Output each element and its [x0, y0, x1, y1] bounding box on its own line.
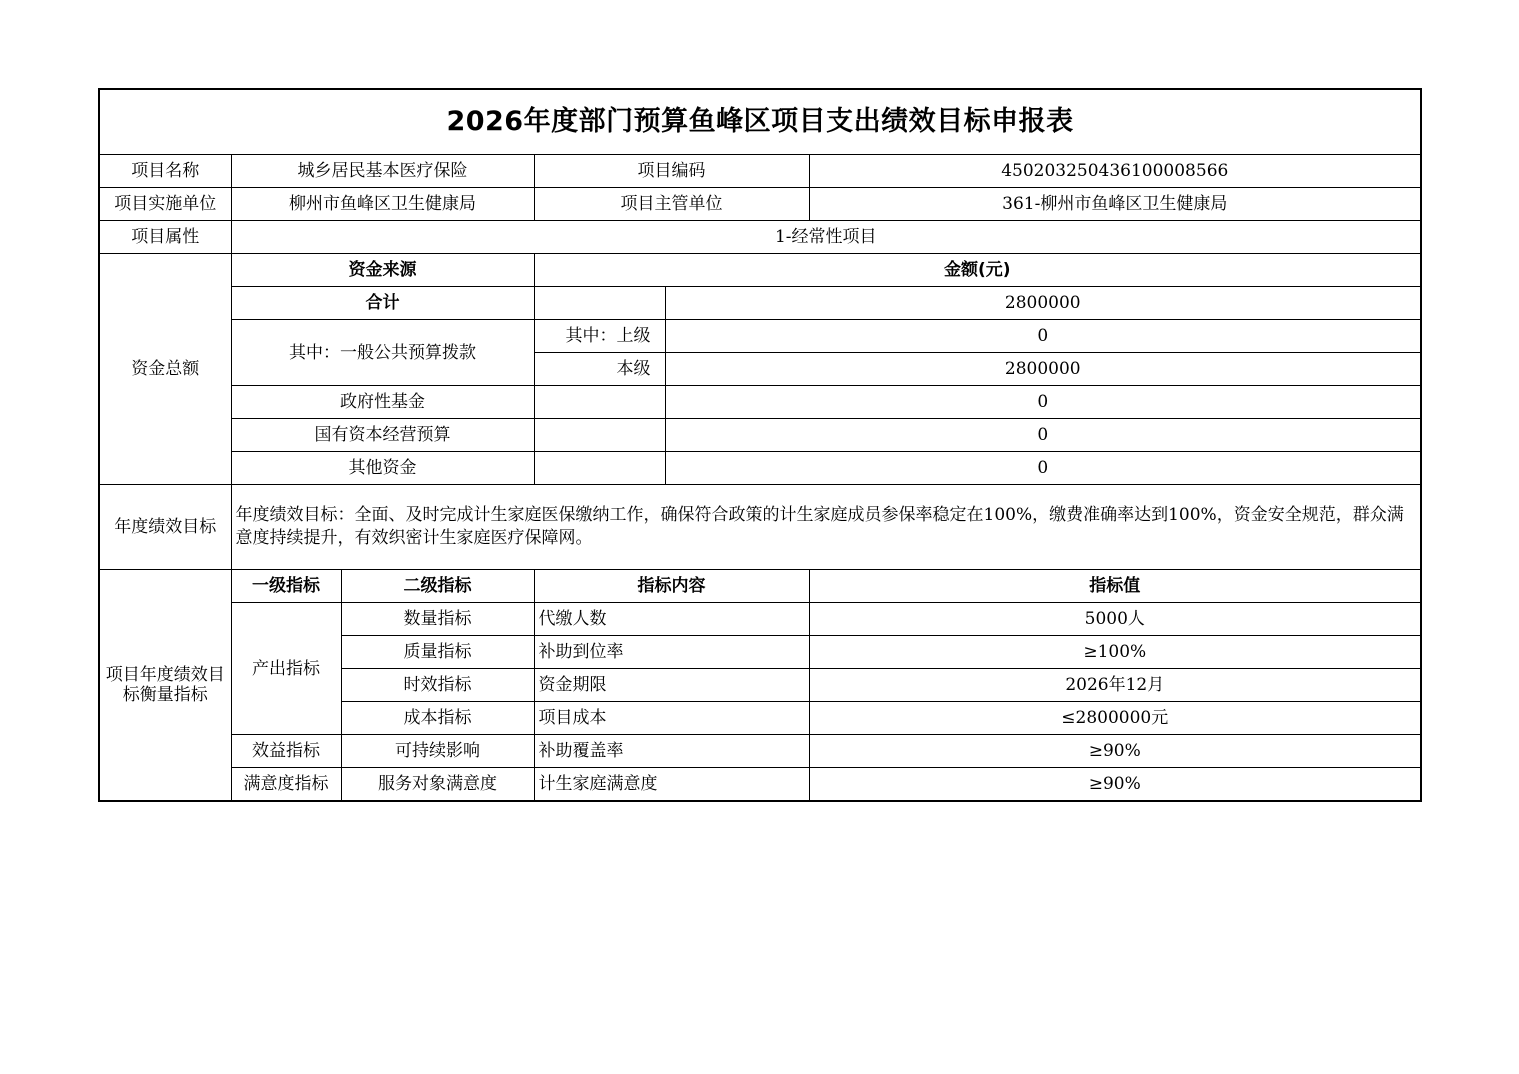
- indicator-content: 补助覆盖率: [534, 735, 809, 768]
- funds-state-capital-blank: [534, 419, 665, 452]
- indicator-level2: 可持续影响: [341, 735, 534, 768]
- indicator-header-content: 指标内容: [534, 570, 809, 603]
- indicator-value: ≤2800000元: [809, 702, 1421, 735]
- indicator-content: 补助到位率: [534, 636, 809, 669]
- indicator-content: 项目成本: [534, 702, 809, 735]
- indicator-level2: 时效指标: [341, 669, 534, 702]
- funds-state-capital-value: 0: [665, 419, 1421, 452]
- project-name-value: 城乡居民基本医疗保险: [231, 155, 534, 188]
- indicator-level1-output: 产出指标: [231, 603, 341, 735]
- indicator-value: ≥90%: [809, 735, 1421, 768]
- indicator-level1-benefit: 效益指标: [231, 735, 341, 768]
- indicator-header-level1: 一级指标: [231, 570, 341, 603]
- funds-other-value: 0: [665, 452, 1421, 485]
- indicator-content: 代缴人数: [534, 603, 809, 636]
- performance-target-form: [98, 88, 1422, 802]
- funds-gov-fund-label: 政府性基金: [231, 386, 534, 419]
- funds-upper-value: 0: [665, 320, 1421, 353]
- indicator-level2: 成本指标: [341, 702, 534, 735]
- indicator-value: ≥90%: [809, 768, 1421, 802]
- mgmt-unit-label: 项目主管单位: [534, 188, 809, 221]
- funds-state-capital-label: 国有资本经营预算: [231, 419, 534, 452]
- indicator-level2: 服务对象满意度: [341, 768, 534, 802]
- indicator-content: 资金期限: [534, 669, 809, 702]
- funds-source-header: 资金来源: [231, 254, 534, 287]
- goal-label: 年度绩效目标: [99, 485, 231, 570]
- mgmt-unit-value: 361-柳州市鱼峰区卫生健康局: [809, 188, 1421, 221]
- indicator-header-value: 指标值: [809, 570, 1421, 603]
- funds-local-value: 2800000: [665, 353, 1421, 386]
- indicators-section-label: 项目年度绩效目标衡量指标: [99, 570, 231, 802]
- funds-gov-fund-blank: [534, 386, 665, 419]
- funds-total-label: 合计: [231, 287, 534, 320]
- page-title: 2026年度部门预算鱼峰区项目支出绩效目标申报表: [99, 89, 1421, 155]
- funds-gov-fund-value: 0: [665, 386, 1421, 419]
- indicator-header-level2: 二级指标: [341, 570, 534, 603]
- funds-other-label: 其他资金: [231, 452, 534, 485]
- funds-general-label: 其中：一般公共预算拨款: [231, 320, 534, 386]
- project-attr-value: 1-经常性项目: [231, 221, 1421, 254]
- funds-other-blank: [534, 452, 665, 485]
- project-attr-label: 项目属性: [99, 221, 231, 254]
- funds-upper-label: 其中：上级: [534, 320, 665, 353]
- indicator-level1-satisfaction: 满意度指标: [231, 768, 341, 802]
- indicator-level2: 质量指标: [341, 636, 534, 669]
- funds-amount-header: 金额(元): [534, 254, 1421, 287]
- funds-local-label: 本级: [534, 353, 665, 386]
- indicator-content: 计生家庭满意度: [534, 768, 809, 802]
- project-code-value: 450203250436100008566: [809, 155, 1421, 188]
- indicator-value: 2026年12月: [809, 669, 1421, 702]
- indicator-value: 5000人: [809, 603, 1421, 636]
- impl-unit-label: 项目实施单位: [99, 188, 231, 221]
- impl-unit-value: 柳州市鱼峰区卫生健康局: [231, 188, 534, 221]
- indicator-value: ≥100%: [809, 636, 1421, 669]
- funds-total-blank: [534, 287, 665, 320]
- goal-text: 年度绩效目标：全面、及时完成计生家庭医保缴纳工作，确保符合政策的计生家庭成员参保率稳定在100%，缴费准确率达到100%，资金安全规范，群众满意度持续提升，有效织密计生家庭医疗保障网。: [231, 485, 1421, 570]
- funds-total-value: 2800000: [665, 287, 1421, 320]
- funds-section-label: 资金总额: [99, 254, 231, 485]
- project-name-label: 项目名称: [99, 155, 231, 188]
- indicator-level2: 数量指标: [341, 603, 534, 636]
- project-code-label: 项目编码: [534, 155, 809, 188]
